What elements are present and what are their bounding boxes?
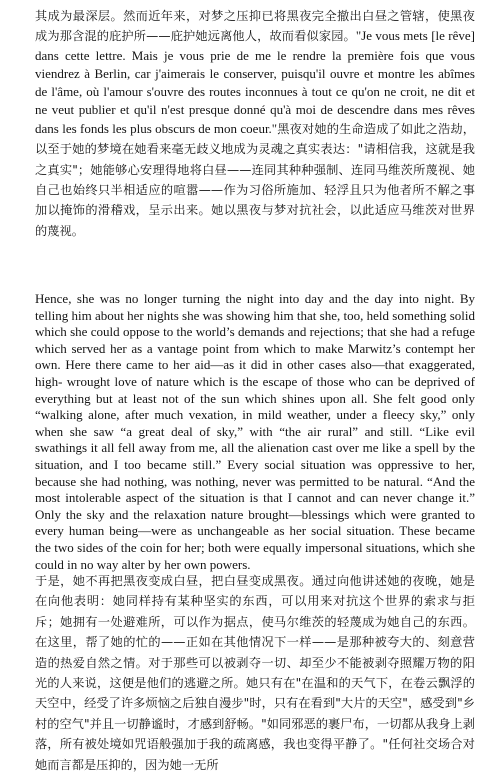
chinese-text: 于是，她不再把黑夜变成白昼，把白昼变成黑夜。通过向他讲述她的夜晚，她是在向他表明：她同样持有某种坚实的东西，可以用来对抗这个世界的索求与拒斥；她拥有一处避难所，可以作为据点，使马尔维茨的轻蔑成为她自己的东西。在这里，帮了她的忙的——正如在其他情况下一样——是那种被夸大的、刻意营造的热爱自然之情。对于那些可以被剥夺一切、却至少不能被剥夺照耀万物的阳光的人来说，这便是他们的逃避之所。她只有在"在温和的天气下，在卷云飘浮的天空中，经受了许多烦恼之后独自漫步"时，只有在看到"大片的天空"，感受到"乡村的空气"并且一切静谧时，才感到舒畅。"如同邪恶的裹尸布，一切都从我身上剥落，所有被处境如咒语般强加于我的疏离感，我也变得平静了。"任何社交场合对她而言都是压抑的，因为她一无所 <box>35 574 475 772</box>
french-quote: "Je vous mets [le rêve] dans cette lettre. Mais je vous prie de me le rendre la première fois que vous viendrez à Berlin, car j'aimerais le conserver, puisqu'il ouvre et montre les abîmes de l'âme, où l'amour s'ouvre des routes inconnues à tout ce qu'on ne croit, ne dit et ne veut publier et qu'il n'est presque donné qu'à moi de descendre dans mes rêves dans les fonds les plus obscurs de mon coeur." <box>35 28 475 136</box>
paragraph-1-mixed <box>35 6 475 282</box>
chinese-text: 黑夜对她的生命造成了如此之浩劫，以至于她的梦境在她看来毫无歧义地成为灵魂之真实表达："请相信我，这就是我之真实"；她能够心安理得地将白昼——连同其种种强制、连同马维茨所蔑视、她自己也始终只半相适应的喧嚣——作为习俗所施加、轻浮且只为他者所不解之事加以掩饰的滑稽戏，呈示出来。她以黑夜与梦对抗社会，以此适应马维茨对世界的蔑视。 <box>35 121 475 238</box>
english-text: Hence, she was no longer turning the night into day and the day into night. By telling him about her nights she was showing him that she, too, held something solid which she could oppose to the world’s demands and rejections; that she had a refuge which served her as a vantage point from which to make Marwitz’s contempt her own. Here there came to her aid—as it did in other cases also—that exaggerated, high- wrought love of nature which is the escape of those who can be deprived of everything but at least not of the sun which shines upon all. She felt good only “walking alone, after much vexation, in mild weather, under a fleecy sky,” only when she saw “a great deal of sky,” with “the air rural” and still. “Like evil swathings it all fell away from me, all the alienation cast over me like a spell by the situation, and I too became still.” Every social situation was oppressive to her, because she had nothing, was nothing, never was permitted to be natural. “And the most intolerable aspect of the situation is that I cannot and can never change it.” Only the sky and the relaxation nature brought—blessings which were granted to every human being—were as unchangeable as her social situation. These became the two sides of the coin for her; both were equally impersonal situations, which she could in no way alter by her own powers. <box>35 291 475 572</box>
paragraph-3-chinese <box>35 571 475 772</box>
chinese-text: 其成为最深层。然而近年来，对梦之压抑已将黑夜完全撤出白昼之管辖，使黑夜成为那含混的庇护所——庇护她远离他人，故而看似家园。 <box>35 9 475 44</box>
paragraph-2-english <box>35 291 475 572</box>
